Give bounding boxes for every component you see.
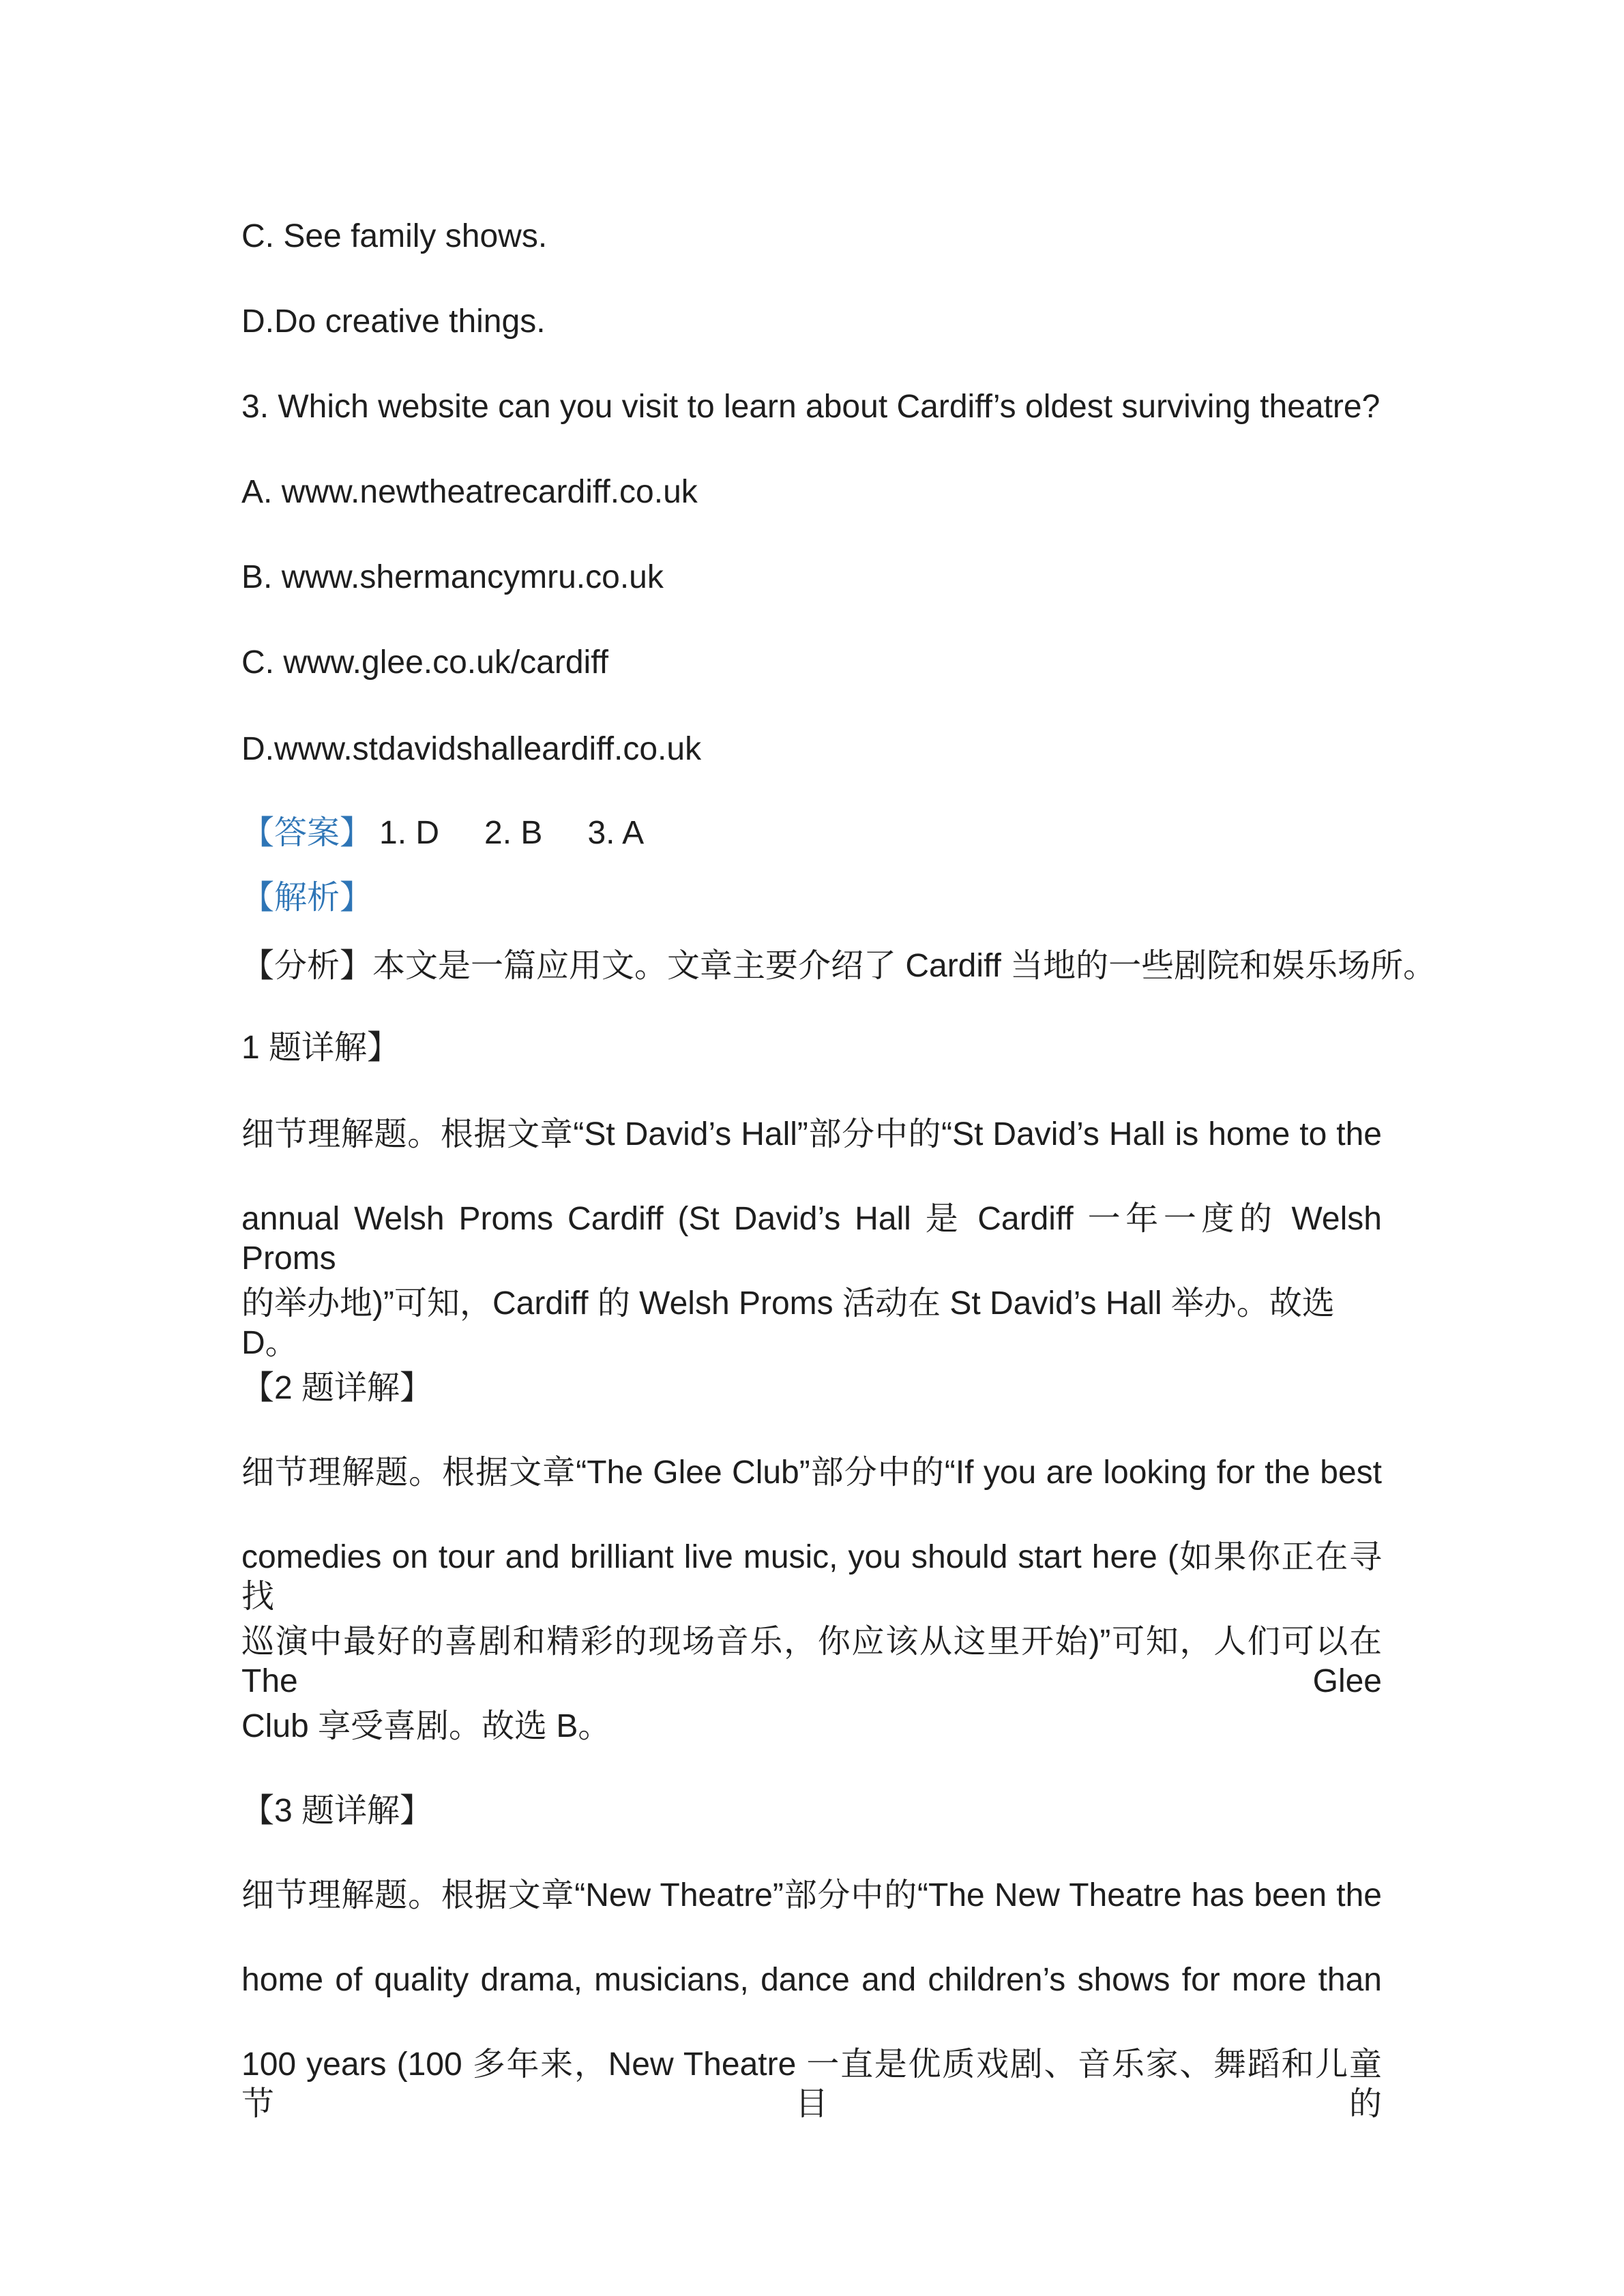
detail3-explanation-line: 细节理解题。根据文章“New Theatre”部分中的“The New Theatre has been the — [241, 1877, 1382, 1913]
detail3-explanation-line: home of quality drama, musicians, dance and children’s shows for more than — [241, 1962, 1382, 1998]
answer-item-2: 2. B — [484, 815, 543, 851]
detail3-explanation-line: 100 years (100 多年来，New Theatre 一直是优质戏剧、音乐家、舞蹈和儿童节目的 — [241, 2046, 1382, 2122]
answer-item-1: 1. D — [379, 815, 440, 851]
q3-option-d: D.www.stdavidshalleardiff.co.uk — [241, 731, 702, 767]
detail2-explanation-line: Club 享受喜剧。故选 B。 — [241, 1708, 611, 1744]
answer-key-line — [241, 814, 1382, 878]
detail1-explanation-line: annual Welsh Proms Cardiff (St David’s Hall 是 Cardiff 一年一度的 Welsh Proms — [241, 1201, 1382, 1277]
analysis-section-label: 【解析】 — [241, 880, 373, 916]
answer-label: 【答案】 — [241, 815, 373, 851]
detail1-explanation-line: 的举办地)”可知，Cardiff 的 Welsh Proms 活动在 St David’s Hall 举办。故选 D。 — [241, 1285, 1335, 1361]
detail1-explanation-line: 细节理解题。根据文章“St David’s Hall”部分中的“St David’s Hall is home to the — [241, 1116, 1382, 1152]
detail-heading-3: 【3 题详解】 — [241, 1793, 433, 1829]
answer-option-line-c: C. See family shows. — [241, 218, 548, 254]
detail2-explanation-line: 细节理解题。根据文章“The Glee Club”部分中的“If you are looking for the best — [241, 1455, 1382, 1491]
detail2-explanation-line: 巡演中最好的喜剧和精彩的现场音乐，你应该从这里开始)”可知，人们可以在 The Glee — [241, 1624, 1382, 1699]
q3-option-c: C. www.glee.co.uk/cardiff — [241, 644, 609, 681]
detail-heading-1: 1 题详解】 — [241, 1030, 400, 1066]
detail2-explanation-line: comedies on tour and brilliant live music, you should start here (如果你正在寻找 — [241, 1539, 1382, 1615]
q3-option-a: A. www.newtheatrecardiff.co.uk — [241, 474, 698, 510]
answer-option-line-d: D.Do creative things. — [241, 303, 546, 340]
analysis-summary-line: 【分析】本文是一篇应用文。文章主要介绍了 Cardiff 当地的一些剧院和娱乐场所。 — [241, 948, 1436, 984]
question-line-3: 3. Which website can you visit to learn about Cardiff’s oldest surviving theatre? — [241, 389, 1381, 425]
answer-item-3: 3. A — [587, 815, 645, 851]
detail-heading-2: 【2 题详解】 — [241, 1370, 433, 1406]
q3-option-b: B. www.shermancymru.co.uk — [241, 559, 664, 595]
